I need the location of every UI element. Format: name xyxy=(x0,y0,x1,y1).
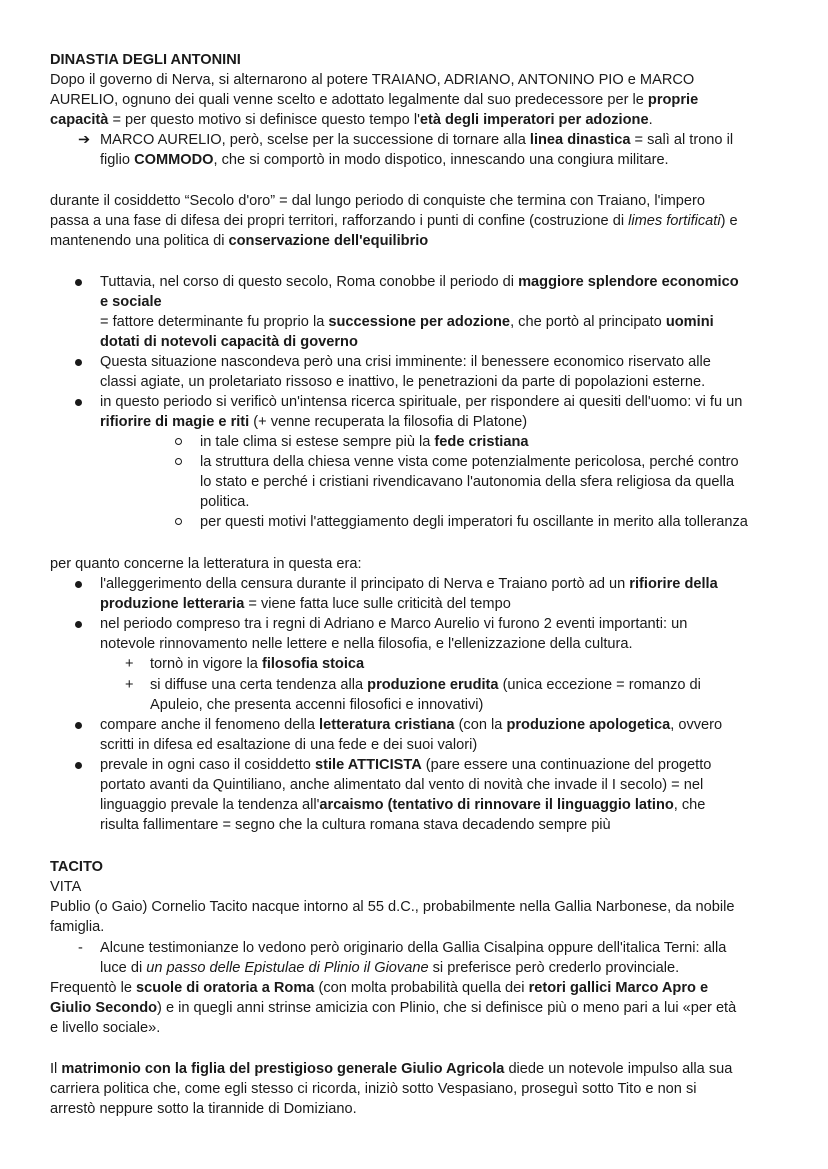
paragraph-line: e livello sociale». xyxy=(50,1020,161,1036)
bullet-dot-icon xyxy=(75,621,82,628)
dash-bullet-icon: - xyxy=(78,940,83,956)
arrow-bullet-line: MARCO AURELIO, però, scelse per la successione di tornare alla linea dinastica = salì al trono il xyxy=(100,132,734,148)
bullet-line: in questo periodo si verificò un'intensa ricerca spirituale, per rispondere ai quesiti dell'uomo: vi fu un xyxy=(100,394,743,410)
golden-age-line: durante il cosiddetto “Secolo d'oro” = dal lungo periodo di conquiste che termina con Traiano, l'impero xyxy=(50,193,705,209)
bullet-dot-icon xyxy=(75,722,82,729)
bullet-line: risulta fallimentare = segno che la cultura romana stava decadendo sempre più xyxy=(100,817,611,833)
bullet-line: l'alleggerimento della censura durante il principato di Nerva e Traiano portò ad un rifiorire della xyxy=(100,576,718,592)
golden-age-line: passa a una fase di difesa dei propri territori, rafforzando i punti di confine (costruzione di limes fortificati) e xyxy=(50,213,738,229)
golden-age-line: mantenendo una politica di conservazione dell'equilibrio xyxy=(50,233,429,249)
bullet-line: = fattore determinante fu proprio la successione per adozione, che portò al principato uomini xyxy=(100,314,714,330)
intro-line: AURELIO, ognuno dei quali venne scelto e adottato legalmente dal suo predecessore per le proprie xyxy=(50,92,699,108)
sub-bullet-circle-icon xyxy=(175,458,182,465)
section-heading-tacito: TACITO xyxy=(50,859,103,875)
sub-bullet-line: la struttura della chiesa venne vista come potenzialmente pericolosa, perché contro xyxy=(200,454,739,470)
bullet-line: e sociale xyxy=(100,294,162,310)
subheading-vita: VITA xyxy=(50,879,82,895)
bullet-dot-icon xyxy=(75,581,82,588)
bullet-line: notevole rinnovamento nelle lettere e nella filosofia, e l'ellenizzazione della cultura. xyxy=(100,636,633,652)
bullet-line: linguaggio prevale la tendenza all'arcaismo (tentativo di rinnovare il linguaggio latino, che xyxy=(100,797,706,813)
bullet-line: portato avanti da Quintiliano, anche alimentato dal vento di novità che invade il I secolo) = nel xyxy=(100,777,704,793)
paragraph-line: Frequentò le scuole di oratoria a Roma (con molta probabilità quella dei retori gallici Marco Apro e xyxy=(50,980,709,996)
bullet-line: scritti in difesa ed esaltazione di una fede e dei suoi valori) xyxy=(100,737,478,753)
paragraph-line: carriera politica che, come egli stesso ci ricorda, iniziò sotto Vespasiano, proseguì sotto Tito e non si xyxy=(50,1081,697,1097)
sub-bullet-circle-icon xyxy=(175,518,182,525)
paragraph-line: Giulio Secondo) e in quegli anni strinse amicizia con Plinio, che si definisce più o meno pari a lui «per età xyxy=(50,1000,737,1016)
bullet-line: rifiorire di magie e riti (+ venne recuperata la filosofia di Platone) xyxy=(100,414,528,430)
bullet-dot-icon xyxy=(75,359,82,366)
plus-bullet-icon: + xyxy=(125,656,134,672)
bullet-line: nel periodo compreso tra i regni di Adriano e Marco Aurelio vi furono 2 eventi importanti: un xyxy=(100,616,688,632)
bullet-line: dotati di notevoli capacità di governo xyxy=(100,334,358,350)
intro-line: capacità = per questo motivo si definisce questo tempo l'età degli imperatori per adozione. xyxy=(50,112,653,128)
sub-bullet-circle-icon xyxy=(175,438,182,445)
sub-bullet-line: politica. xyxy=(200,494,250,510)
arrow-bullet-icon: ➔ xyxy=(78,132,91,148)
section-heading-antonini: DINASTIA DEGLI ANTONINI xyxy=(50,52,241,68)
plus-bullet-line: Apuleio, che presenta accenni filosofici e innovativi) xyxy=(150,697,484,713)
dash-bullet-line: luce di un passo delle Epistulae di Plinio il Giovane si preferisce però crederlo provinciale. xyxy=(100,960,680,976)
plus-bullet-line: tornò in vigore la filosofia stoica xyxy=(150,656,365,672)
sub-bullet-line: lo stato e perché i cristiani rivendicavano l'autonomia della sfera religiosa da quella xyxy=(200,474,735,490)
paragraph-line: arrestò neppure sotto la tirannide di Domiziano. xyxy=(50,1101,357,1117)
bullet-dot-icon xyxy=(75,399,82,406)
bullet-line: produzione letteraria = viene fatta luce sulle criticità del tempo xyxy=(100,596,511,612)
paragraph-line: Il matrimonio con la figlia del prestigioso generale Giulio Agricola diede un notevole impulso alla sua xyxy=(50,1061,733,1077)
dash-bullet-line: Alcune testimonianze lo vedono però originario della Gallia Cisalpina oppure dell'italica Terni: alla xyxy=(100,940,727,956)
bullet-dot-icon xyxy=(75,279,82,286)
bullet-dot-icon xyxy=(75,762,82,769)
sub-bullet-line: per questi motivi l'atteggiamento degli imperatori fu oscillante in merito alla tolleranza xyxy=(200,514,748,530)
sub-bullet-line: in tale clima si estese sempre più la fede cristiana xyxy=(200,434,529,450)
paragraph-line: famiglia. xyxy=(50,919,105,935)
bullet-line: classi agiate, un proletariato rissoso e inattivo, le penetrazioni da parte di popolazioni esterne. xyxy=(100,374,706,390)
arrow-bullet-line: figlio COMMODO, che si comportò in modo dispotico, innescando una congiura militare. xyxy=(100,152,669,168)
intro-line: Dopo il governo di Nerva, si alternarono al potere TRAIANO, ADRIANO, ANTONINO PIO e MARCO xyxy=(50,72,695,88)
literature-intro: per quanto concerne la letteratura in questa era: xyxy=(50,556,362,572)
bullet-line: Questa situazione nascondeva però una crisi imminente: il benessere economico riservato alle xyxy=(100,354,711,370)
plus-bullet-icon: + xyxy=(125,677,134,693)
bullet-line: prevale in ogni caso il cosiddetto stile ATTICISTA (pare essere una continuazione del progetto xyxy=(100,757,712,773)
paragraph-line: Publio (o Gaio) Cornelio Tacito nacque intorno al 55 d.C., probabilmente nella Gallia Narbonese, da nobile xyxy=(50,899,735,915)
bullet-line: compare anche il fenomeno della letteratura cristiana (con la produzione apologetica, ovvero xyxy=(100,717,723,733)
plus-bullet-line: si diffuse una certa tendenza alla produzione erudita (unica eccezione = romanzo di xyxy=(150,677,701,693)
bullet-line: Tuttavia, nel corso di questo secolo, Roma conobbe il periodo di maggiore splendore economico xyxy=(100,274,739,290)
